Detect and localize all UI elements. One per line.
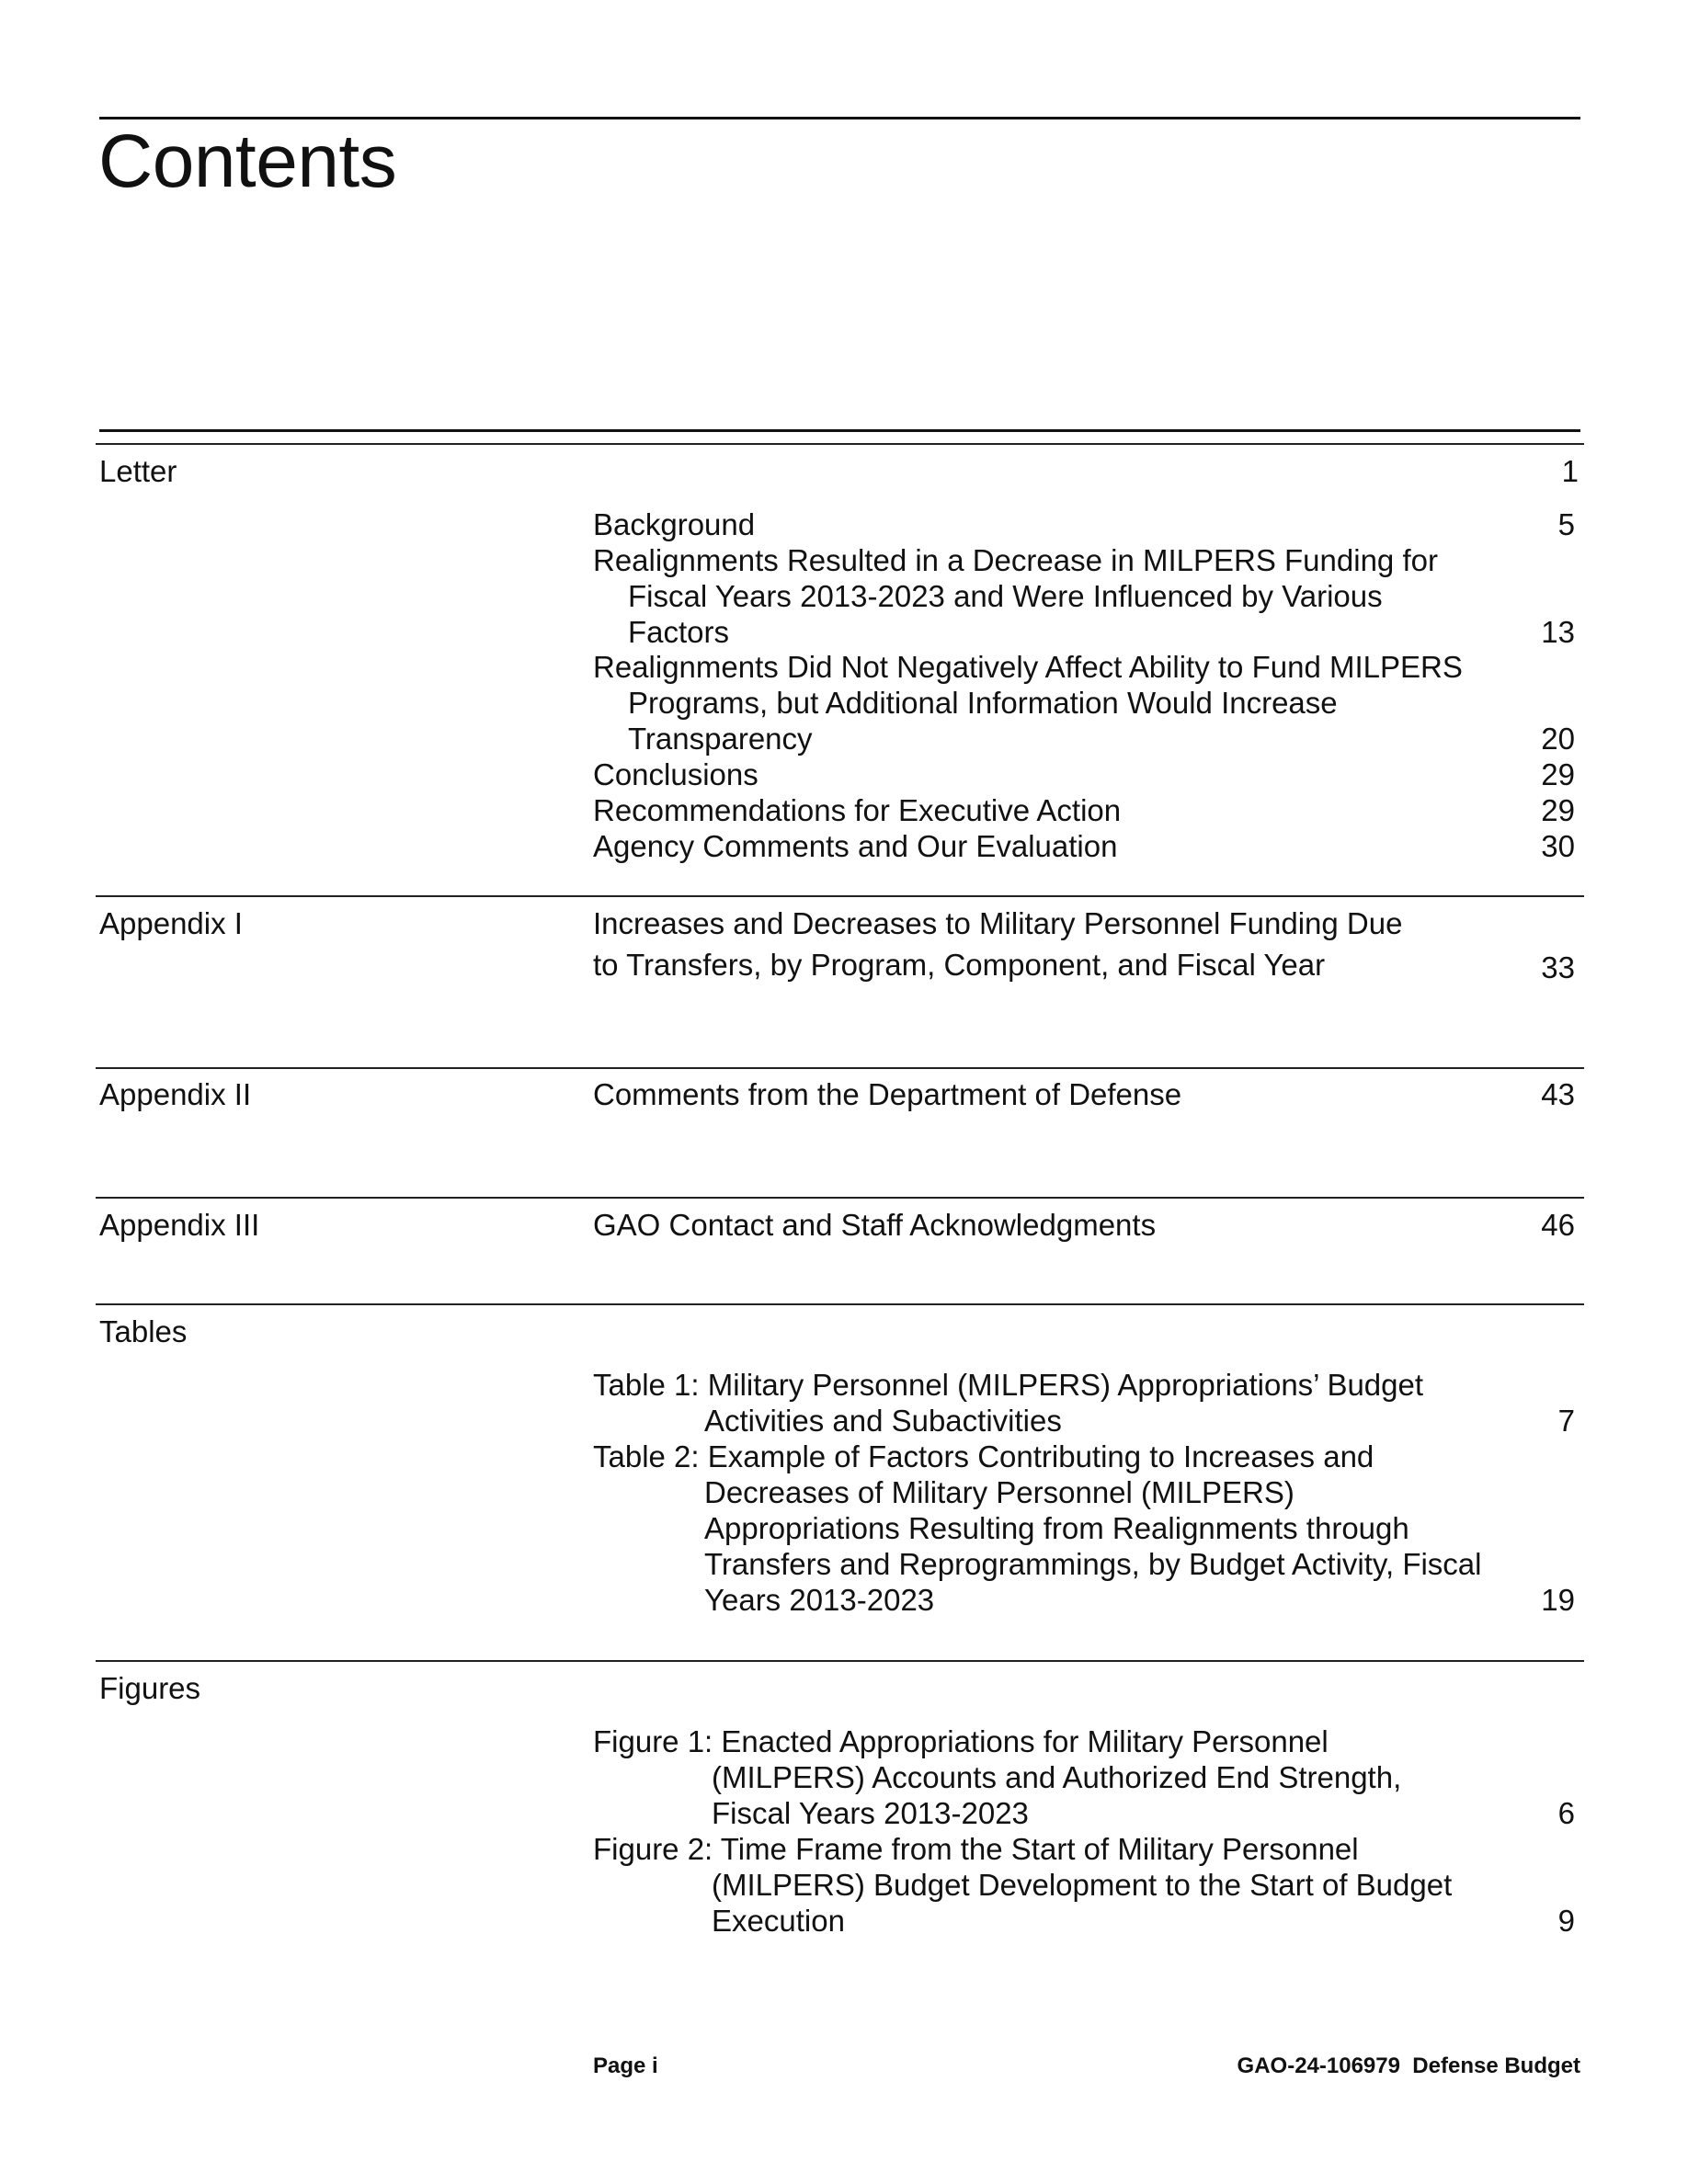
toc-entry-realignments-ability[interactable] <box>593 649 1577 756</box>
footer-report-id: GAO-24-106979 Defense Budget <box>1237 2053 1580 2078</box>
toc-entry-text: Agency Comments and Our Evaluation <box>593 829 1118 863</box>
toc-entry-text: GAO Contact and Staff Acknowledgments <box>593 1208 1157 1242</box>
toc-entry-conclusions[interactable] <box>593 756 1577 792</box>
toc-entry-appendix-2[interactable] <box>593 1076 1577 1112</box>
toc-entry-table-2[interactable] <box>593 1439 1577 1618</box>
toc-entry-page: 43 <box>1541 1077 1575 1111</box>
toc-entry-page: 19 <box>1541 1583 1575 1617</box>
section-label-letter: Letter <box>99 454 177 488</box>
toc-entry-page: 13 <box>1541 615 1575 649</box>
section-divider-thick <box>99 429 1580 432</box>
toc-entry-background[interactable] <box>593 506 1577 542</box>
toc-entry-page: 5 <box>1557 507 1575 541</box>
toc-entry-appendix-3[interactable] <box>593 1207 1577 1243</box>
toc-entry-page: 33 <box>1541 950 1575 984</box>
toc-entry-page: 7 <box>1557 1404 1575 1438</box>
section-label-appendix-2: Appendix II <box>99 1077 252 1111</box>
section-divider <box>96 895 1584 897</box>
toc-entry-text: Background <box>593 507 756 541</box>
section-divider <box>96 1660 1584 1662</box>
toc-entry-text: Increases and Decreases to Military Personnel Funding Due to Transfers, by Program, Component, and Fiscal Year <box>593 906 1403 982</box>
toc-entry-table-1[interactable] <box>593 1367 1577 1439</box>
toc-entry-recommendations[interactable] <box>593 792 1577 828</box>
toc-entry-text: Realignments Did Not Negatively Affect Ability to Fund MILPERS Programs, but Additional Information Would Increase Transparency <box>593 650 1463 756</box>
toc-entry-appendix-1[interactable] <box>593 903 1577 985</box>
section-divider <box>96 1067 1584 1069</box>
section-divider <box>96 1197 1584 1199</box>
toc-entry-figure-2[interactable] <box>593 1831 1577 1939</box>
toc-entry-text: Realignments Resulted in a Decrease in MILPERS Funding for Fiscal Years 2013-2023 and Were Influenced by Various Factors <box>593 543 1438 649</box>
section-divider <box>96 443 1584 445</box>
section-divider <box>96 1303 1584 1305</box>
toc-entry-page: 6 <box>1557 1796 1575 1830</box>
page-title: Contents <box>98 119 397 203</box>
section-label-tables: Tables <box>99 1314 188 1348</box>
toc-entry-page: 30 <box>1541 829 1575 863</box>
toc-entry-figure-1[interactable] <box>593 1723 1577 1831</box>
section-page-letter: 1 <box>1561 454 1579 488</box>
section-label-appendix-1: Appendix I <box>99 906 243 940</box>
toc-entry-text: Conclusions <box>593 757 758 791</box>
toc-entry-page: 29 <box>1541 793 1575 827</box>
toc-entry-page: 20 <box>1541 722 1575 756</box>
toc-entry-text: Table 2: Example of Factors Contributing to Increases and Decreases of Military Personnel (MILPERS) Appropriations Resulting from Realignments through Transfers and Reprogrammings, by Budget Activity, Fiscal Years 2013-2023 <box>593 1439 1482 1617</box>
toc-entry-text: Recommendations for Executive Action <box>593 793 1122 827</box>
toc-entry-page: 9 <box>1557 1904 1575 1938</box>
toc-entry-realignments-decrease[interactable] <box>593 542 1577 650</box>
toc-entry-page: 29 <box>1541 757 1575 791</box>
toc-entry-text: Comments from the Department of Defense <box>593 1077 1182 1111</box>
toc-entry-agency-comments[interactable] <box>593 828 1577 864</box>
toc-entry-page: 46 <box>1541 1208 1575 1242</box>
section-label-appendix-3: Appendix III <box>99 1208 260 1242</box>
section-label-figures: Figures <box>99 1671 201 1705</box>
toc-entry-text: Figure 2: Time Frame from the Start of Military Personnel (MILPERS) Budget Development to the Start of Budget Execution <box>593 1832 1453 1938</box>
footer-page-number: Page i <box>593 2053 658 2078</box>
toc-entry-text: Table 1: Military Personnel (MILPERS) Appropriations’ Budget Activities and Subactivities <box>593 1368 1424 1438</box>
toc-entry-text: Figure 1: Enacted Appropriations for Military Personnel (MILPERS) Accounts and Authorized End Strength, Fiscal Years 2013-2023 <box>593 1724 1402 1830</box>
